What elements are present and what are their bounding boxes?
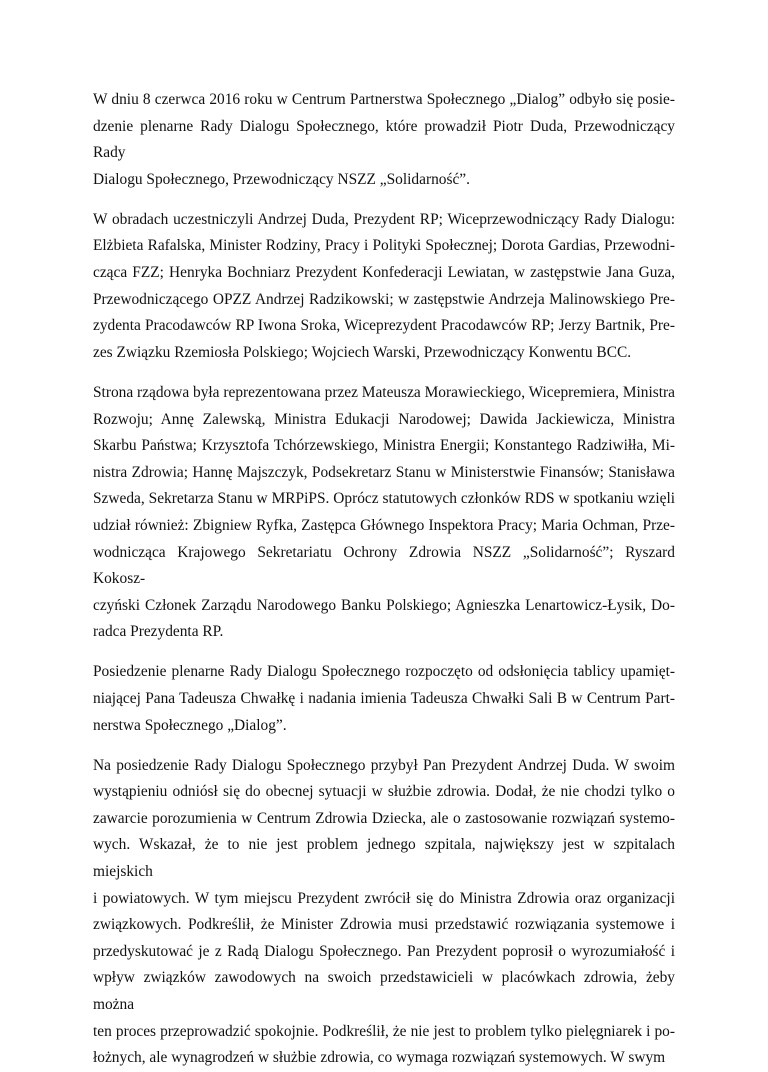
- paragraph-1: [93, 87, 675, 193]
- text-line: radca Prezydenta RP.: [93, 623, 224, 641]
- text-line: nerstwa Społecznego „Dialog”.: [93, 716, 287, 734]
- text-line: zawarcie porozumienia w Centrum Zdrowia Dziecka, ale o zastosowanie rozwiązań systemo-: [93, 809, 675, 827]
- text-line: wystąpieniu odniósł się do obecnej sytuacji w służbie zdrowia. Dodał, że nie chodzi tylko o: [93, 783, 675, 801]
- text-line: Rozwoju; Annę Zalewską, Ministra Edukacji Narodowej; Dawida Jackiewicza, Ministra: [93, 410, 675, 428]
- text-line: nistra Zdrowia; Hannę Majszczyk, Podsekretarz Stanu w Ministerstwie Finansów; Stanisława: [93, 463, 675, 481]
- text-line: Posiedzenie plenarne Rady Dialogu Społecznego rozpoczęto od odsłonięcia tablicy upamięt-: [93, 663, 675, 681]
- text-line: wych. Wskazał, że to nie jest problem jednego szpitala, największy jest w szpitalach miejskich: [93, 836, 675, 881]
- text-line: wodnicząca Krajowego Sekretariatu Ochrony Zdrowia NSZZ „Solidarność”; Ryszard Kokosz-: [93, 543, 675, 588]
- text-line: Na posiedzenie Rady Dialogu Społecznego przybył Pan Prezydent Andrzej Duda. W swoim: [93, 756, 675, 774]
- text-line: Elżbieta Rafalska, Minister Rodziny, Pracy i Polityki Społecznej; Dorota Gardias, Przewodni-: [93, 237, 675, 255]
- text-line: Strona rządowa była reprezentowana przez Mateusza Morawieckiego, Wicepremiera, Ministra: [93, 383, 675, 401]
- text-line: zes Związku Rzemiosła Polskiego; Wojciech Warski, Przewodniczący Konwentu BCC.: [93, 343, 632, 361]
- paragraph-3: [93, 380, 675, 646]
- text-line: Przewodniczącego OPZZ Andrzej Radzikowski; w zastępstwie Andrzeja Malinowskiego Pre-: [93, 290, 675, 308]
- text-line: zydenta Pracodawców RP Iwona Sroka, Wiceprezydent Pracodawców RP; Jerzy Bartnik, Pre-: [93, 317, 675, 335]
- paragraph-2: [93, 207, 675, 367]
- text-line: dzenie plenarne Rady Dialogu Społecznego, które prowadził Piotr Duda, Przewodniczący Rady: [93, 117, 675, 162]
- document-body: [93, 87, 675, 1072]
- paragraph-4: [93, 659, 675, 739]
- text-line: niającej Pana Tadeusza Chwałkę i nadania imienia Tadeusza Chwałki Sali B w Centrum Part-: [93, 689, 675, 707]
- text-line: cząca FZZ; Henryka Bochniarz Prezydent Konfederacji Lewiatan, w zastępstwie Jana Guza,: [93, 264, 675, 282]
- text-line: i powiatowych. W tym miejscu Prezydent zwrócił się do Ministra Zdrowia oraz organizacji: [93, 889, 675, 907]
- text-line: udział również: Zbigniew Ryfka, Zastępca Głównego Inspektora Pracy; Maria Ochman, Prze-: [93, 516, 675, 534]
- text-line: Szweda, Sekretarza Stanu w MRPiPS. Oprócz statutowych członków RDS w spotkaniu wzięli: [93, 490, 675, 508]
- paragraph-5: [93, 753, 675, 1072]
- text-line: czyński Członek Zarządu Narodowego Banku Polskiego; Agnieszka Lenartowicz-Łysik, Do-: [93, 596, 675, 614]
- text-line: Dialogu Społecznego, Przewodniczący NSZZ „Solidarność”.: [93, 170, 470, 188]
- text-line: ten proces przeprowadzić spokojnie. Podkreślił, że nie jest to problem tylko pielęgniarek i po-: [93, 1022, 675, 1040]
- text-line: W obradach uczestniczyli Andrzej Duda, Prezydent RP; Wiceprzewodniczący Rady Dialogu:: [93, 210, 675, 228]
- text-line: wpływ związków zawodowych na swoich przedstawicieli w placówkach zdrowia, żeby można: [93, 969, 675, 1013]
- text-line: W dniu 8 czerwca 2016 roku w Centrum Partnerstwa Społecznego „Dialog” odbyło się posie-: [93, 91, 675, 108]
- text-line: związkowych. Podkreślił, że Minister Zdrowia musi przedstawić rozwiązania systemowe i: [93, 916, 675, 934]
- text-line: łożnych, ale wynagrodzeń w służbie zdrowia, co wymaga rozwiązań systemowych. W swym: [93, 1049, 666, 1067]
- text-line: przedyskutować je z Radą Dialogu Społecznego. Pan Prezydent poprosił o wyrozumiałość i: [93, 942, 675, 960]
- text-line: Skarbu Państwa; Krzysztofa Tchórzewskiego, Ministra Energii; Konstantego Radziwiłła, Mi-: [93, 437, 675, 455]
